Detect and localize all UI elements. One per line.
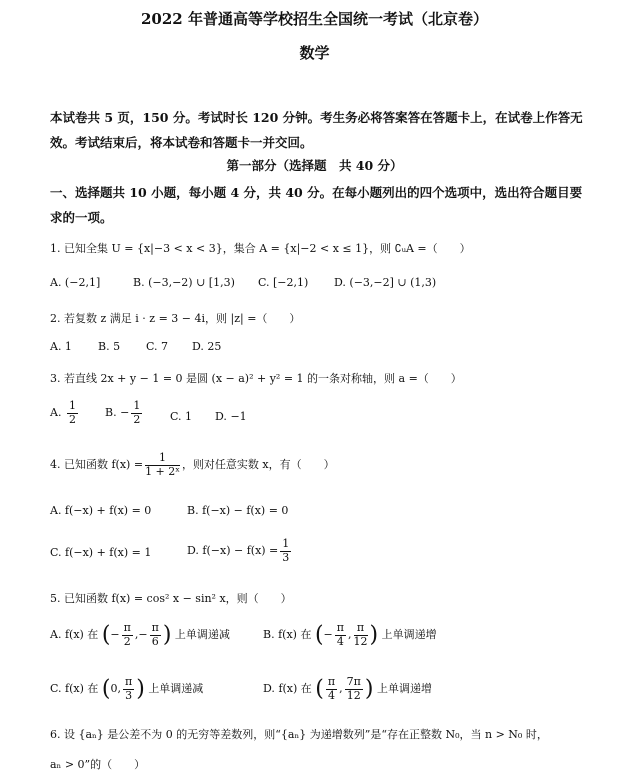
question-3: 3. 若直线 2x + y − 1 = 0 是圆 (x − a)² + y² = 1 的一条对称轴，则 a =（ ） <box>50 372 462 385</box>
q4-function-frac <box>145 452 180 478</box>
section-instruction: 一、选择题共 10 小题，每小题 4 分，共 40 分。在每小题列出的四个选项中，选出符合题目要求的一项。 <box>50 185 583 225</box>
q4-d-num: 1 <box>282 537 290 550</box>
q5-b-frac2 <box>354 622 368 648</box>
q5-a-label: A. <box>50 628 62 642</box>
q5-option-a: A. f(x) 在 (− $\frac{\pi}{2}$ ,− $\frac{\pi}{6}$ ) 上单调递减 <box>50 621 230 648</box>
q5-d-frac1 <box>326 676 337 702</box>
q4-option-d-frac <box>280 538 291 564</box>
q5-option-c: C. f(x) 在 (0, $\frac{\pi}{3}$ ) 上单调递减 <box>50 675 204 702</box>
q5-c-rparen: ) <box>136 676 145 702</box>
q5-a-sign2: − <box>138 628 148 642</box>
q5-d-rparen: ) <box>364 676 374 702</box>
q2-option-d: D. 25 <box>192 340 222 353</box>
question-1: 1. 已知全集 U = {x|−3 < x < 3}，集合 A = {x|−2 < x ≤ 1}，则 ∁ᵤA =（ ） <box>50 242 471 255</box>
question-6-line-1: 6. 设 {aₙ} 是公差不为 0 的无穷等差数列，则“{aₙ} 为递增数列”是“存在正整数 N₀，当 n > N₀ 时， <box>50 728 548 741</box>
q5-d-suffix: 上单调递增 <box>376 682 432 696</box>
q4-option-c: C. f(−x) + f(x) = 1 <box>50 546 152 559</box>
q2-option-c: C. 7 <box>146 340 169 353</box>
q4-option-d-prefix: D. f(−x) − f(x) = <box>187 544 279 558</box>
q5-c-d: 3 <box>125 688 133 702</box>
question-6-line-2: aₙ > 0”的（ ） <box>50 758 146 771</box>
q5-a-sign1: − <box>110 628 120 642</box>
q4-suffix: ，则对任意实数 x，有（ ） <box>181 458 335 472</box>
q5-option-d: D. f(x) 在 ( $\frac{\pi}{4}$ , $\frac{7\pi}{12}$ ) 上单调递增 <box>263 675 432 702</box>
q5-b-d1: 4 <box>336 634 344 648</box>
q5-b-suffix: 上单调递增 <box>381 628 437 642</box>
q2-option-b: B. 5 <box>98 340 121 353</box>
q4-num: 1 <box>145 452 180 466</box>
q1-option-c: C. [−2,1) <box>258 276 309 289</box>
q3-b-sign: − <box>120 406 130 420</box>
question-2: 2. 若复数 z 满足 i · z = 3 − 4i，则 |z| =（ ） <box>50 312 301 325</box>
q5-d-n1: π <box>327 675 336 688</box>
q5-a-n1: π <box>123 621 131 634</box>
q5-b-sign1: − <box>323 628 333 642</box>
q5-c-n: π <box>124 675 133 688</box>
q4-d-den: 3 <box>282 550 290 564</box>
q3-a-num: 1 <box>68 399 76 412</box>
q3-option-d-label: D. <box>215 410 227 423</box>
q5-a-frac2 <box>150 622 161 648</box>
question-4 <box>50 452 335 478</box>
q5-d-prefix: f(x) 在 <box>278 682 312 696</box>
q4-option-d <box>187 538 293 564</box>
q5-c-lparen: ( <box>101 676 111 702</box>
q5-option-b: B. f(x) 在 (− $\frac{\pi}{4}$ , $\frac{\pi}{12}$ ) 上单调递增 <box>263 621 437 648</box>
q3-a-den: 2 <box>68 412 76 426</box>
q4-prefix: 4. 已知函数 f(x) = <box>50 458 144 472</box>
q5-d-d1: 4 <box>328 688 335 702</box>
q5-a-d2: 6 <box>151 634 159 648</box>
q2-option-a: A. 1 <box>50 340 72 353</box>
exam-instructions: 本试卷共 5 页，150 分。考试时长 120 分钟。考生务必将答案答在答题卡上，在试卷上作答无效。考试结束后，将本试卷和答题卡一并交回。 <box>50 110 583 150</box>
q3-option-a-frac <box>67 400 78 426</box>
q5-a-frac1 <box>122 622 133 648</box>
q5-d-lparen: ( <box>315 676 324 702</box>
q5-b-n2: π <box>354 622 368 636</box>
q3-option-b <box>105 400 144 426</box>
q5-d-d2: 12 <box>346 688 361 702</box>
q3-b-num: 1 <box>133 399 141 412</box>
q5-b-lparen: ( <box>314 622 324 648</box>
q3-option-d-value: −1 <box>230 410 247 423</box>
q5-a-rparen: ) <box>162 622 172 648</box>
q5-d-frac2 <box>345 676 363 702</box>
q5-c-prefix: f(x) 在 <box>65 682 99 696</box>
q5-b-label: B. <box>263 628 275 642</box>
q5-d-label: D. <box>263 682 275 696</box>
q1-option-b: B. (−3,−2) ∪ [1,3) <box>133 276 235 289</box>
q5-b-n1: π <box>336 621 344 634</box>
q5-b-prefix: f(x) 在 <box>278 628 312 642</box>
q5-d-n2: 7π <box>346 675 361 688</box>
q1-option-d: D. (−3,−2] ∪ (1,3) <box>334 276 437 289</box>
q3-option-c-value: 1 <box>185 410 193 423</box>
q5-c-frac <box>123 676 134 702</box>
q3-option-a <box>50 400 80 426</box>
q5-a-suffix: 上单调递减 <box>174 628 230 642</box>
q5-a-n2: π <box>151 621 159 634</box>
question-5: 5. 已知函数 f(x) = cos² x − sin² x，则（ ） <box>50 592 292 605</box>
q5-c-suffix: 上单调递减 <box>148 682 204 696</box>
exam-subject: 数学 <box>299 44 330 62</box>
q3-option-b-label: B. <box>105 406 117 420</box>
q5-c-a: 0 <box>110 682 118 696</box>
q3-option-d <box>215 410 247 423</box>
q4-option-b: B. f(−x) − f(x) = 0 <box>187 504 289 517</box>
q5-a-d1: 2 <box>123 634 131 648</box>
q1-option-a: A. (−2,1] <box>50 276 101 289</box>
q5-a-lparen: ( <box>101 622 111 648</box>
q5-c-label: C. <box>50 682 62 696</box>
part-title: 第一部分（选择题 共 40 分） <box>226 158 403 173</box>
q3-option-c <box>170 410 192 423</box>
q5-b-frac1 <box>335 622 346 648</box>
q5-b-rparen: ) <box>369 622 379 648</box>
q3-option-a-label: A. <box>50 406 62 420</box>
q3-b-den: 2 <box>133 412 141 426</box>
q5-b-d2: 12 <box>353 634 368 648</box>
q4-option-a: A. f(−x) + f(x) = 0 <box>50 504 152 517</box>
q4-den: 1 + 2ˣ <box>145 464 180 478</box>
q3-option-c-label: C. <box>170 410 182 423</box>
q5-a-prefix: f(x) 在 <box>64 628 99 642</box>
q3-option-b-frac <box>131 400 142 426</box>
exam-title: 2022 年普通高等学校招生全国统一考试（北京卷） <box>141 10 488 28</box>
